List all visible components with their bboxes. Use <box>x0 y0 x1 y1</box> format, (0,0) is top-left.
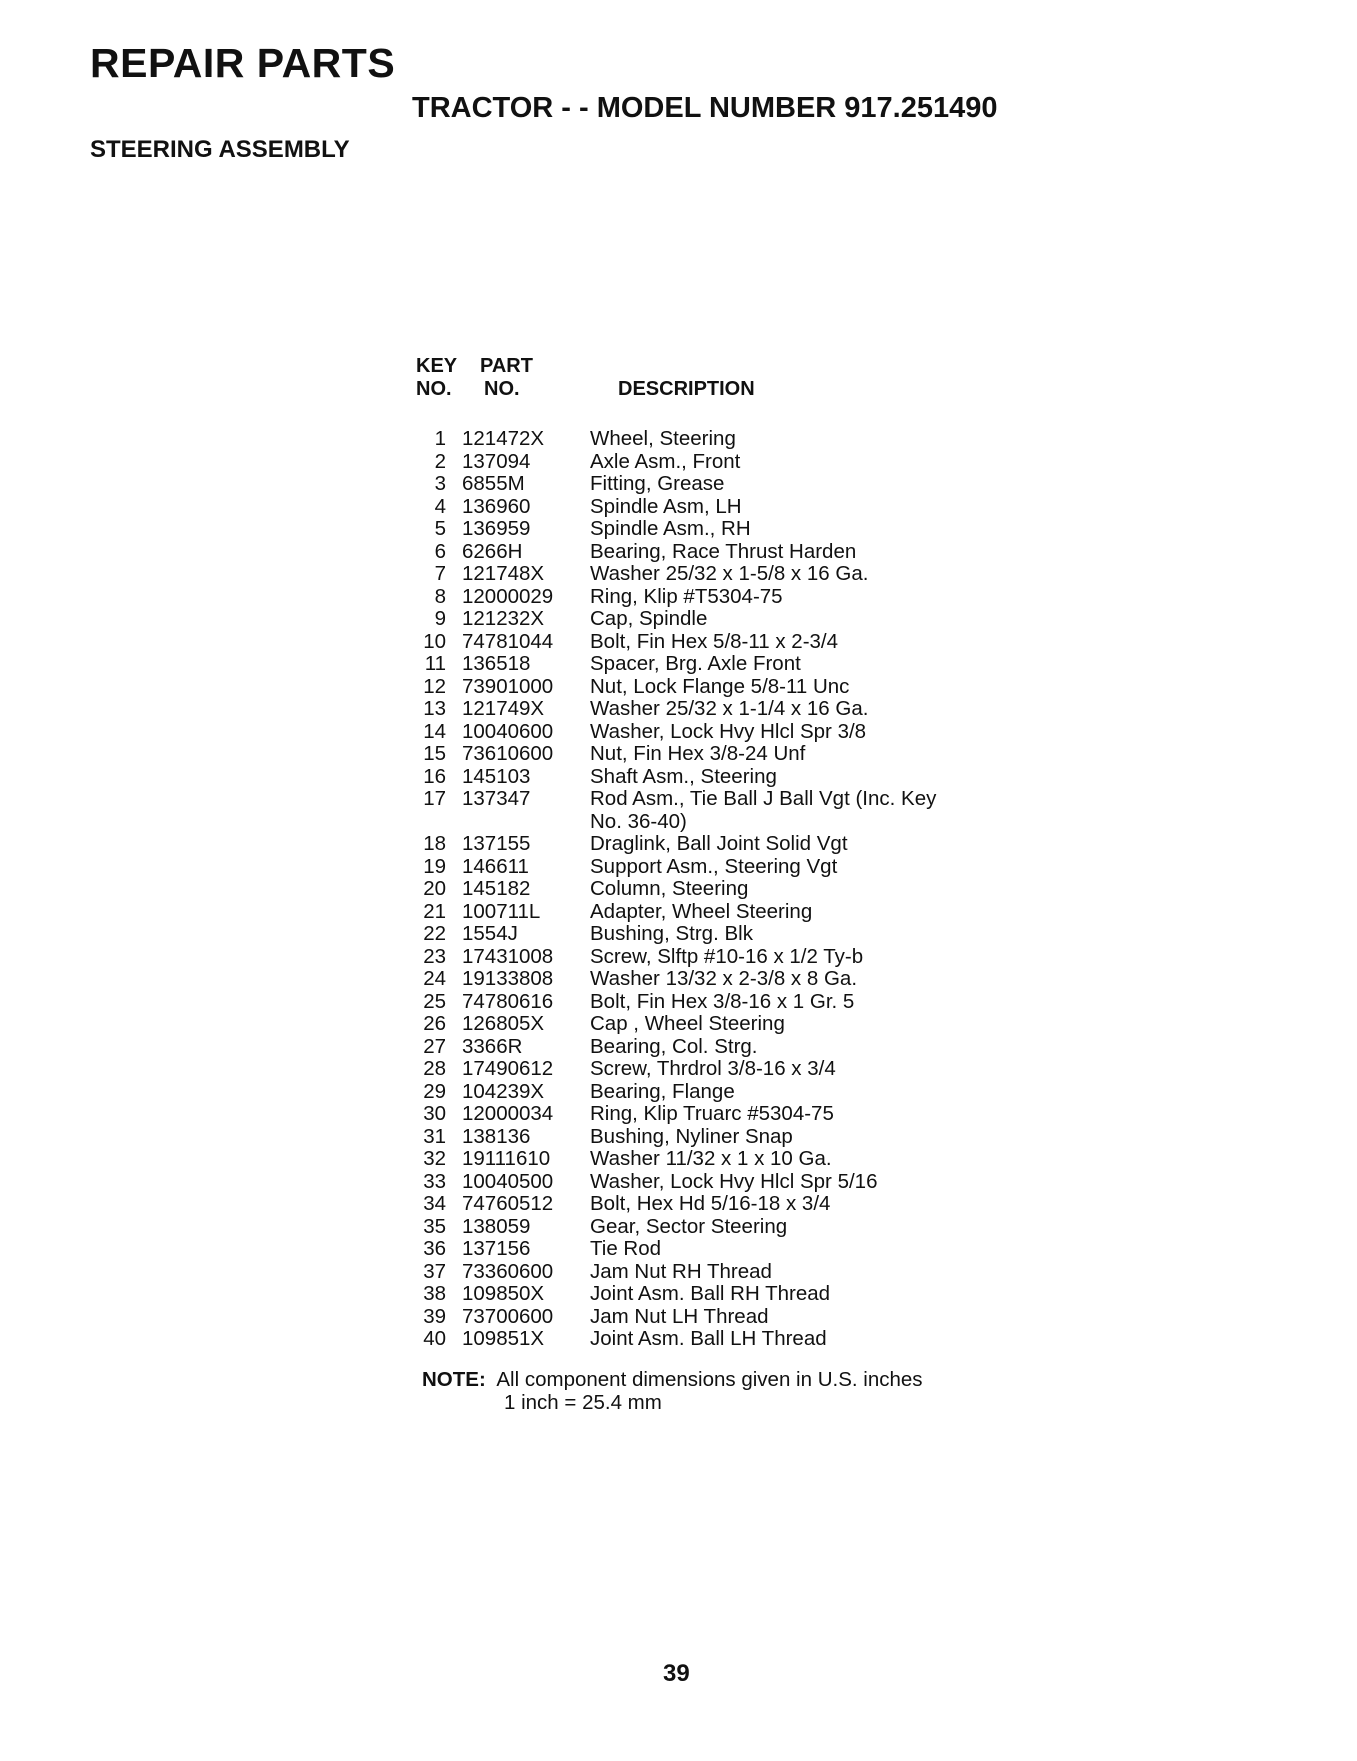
part-description: Washer 11/32 x 1 x 10 Ga. <box>590 1147 832 1170</box>
part-description: Bushing, Strg. Blk <box>590 922 753 945</box>
part-description: Washer 25/32 x 1-5/8 x 16 Ga. <box>590 562 869 585</box>
table-row <box>416 1036 1056 1059</box>
key-number: 2 <box>434 449 446 473</box>
part-number: 12000034 <box>462 1102 554 1125</box>
key-number: 1 <box>434 427 446 450</box>
part-description: Washer, Lock Hvy Hlcl Spr 5/16 <box>590 1169 878 1193</box>
part-number: 121232X <box>462 607 545 630</box>
key-number: 13 <box>423 697 446 720</box>
description-header: DESCRIPTION <box>618 378 755 400</box>
key-number: 6 <box>434 539 446 563</box>
part-description: Bearing, Flange <box>590 1079 735 1103</box>
part-number: 136518 <box>462 652 531 675</box>
table-row <box>416 1216 1056 1239</box>
table-row <box>416 1238 1056 1261</box>
table-row <box>416 856 1056 879</box>
part-description: Bushing, Nyliner Snap <box>590 1124 793 1148</box>
part-description: Bolt, Fin Hex 3/8-16 x 1 Gr. 5 <box>590 989 855 1013</box>
key-number: 10 <box>423 629 446 653</box>
part-number: 137094 <box>462 449 531 473</box>
part-description: Adapter, Wheel Steering <box>590 899 813 923</box>
key-number: 11 <box>424 652 446 675</box>
key-number: 9 <box>434 607 446 630</box>
part-number: 6266H <box>462 539 523 563</box>
key-number: 31 <box>423 1124 446 1148</box>
table-row <box>416 1058 1056 1081</box>
key-number: 29 <box>423 1079 446 1103</box>
key-number: 34 <box>423 1192 446 1215</box>
note <box>422 1368 923 1414</box>
table-row <box>416 1126 1056 1149</box>
part-number: 74760512 <box>462 1192 554 1215</box>
part-number: 73700600 <box>462 1304 554 1328</box>
key-number: 5 <box>434 517 446 540</box>
key-number: 15 <box>423 742 446 765</box>
part-number: 73901000 <box>462 674 554 698</box>
table-row <box>416 518 1056 541</box>
key-number: 12 <box>423 674 446 698</box>
table-row <box>416 1193 1056 1216</box>
part-number: 136959 <box>462 517 531 540</box>
part-description: Jam Nut RH Thread <box>590 1259 772 1283</box>
part-number: 12000029 <box>462 584 554 608</box>
note-line1: All component dimensions given in U.S. inches <box>496 1368 923 1391</box>
parts-list <box>416 428 1056 1351</box>
part-description: Support Asm., Steering Vgt <box>590 854 838 878</box>
page-number: 39 <box>663 1660 690 1687</box>
key-number: 40 <box>423 1327 446 1350</box>
part-number: 109851X <box>462 1327 545 1350</box>
part-number: 109850X <box>462 1282 545 1305</box>
part-number: 6855M <box>462 472 525 495</box>
part-description: Gear, Sector Steering <box>590 1214 788 1238</box>
part-number: 137155 <box>462 832 531 855</box>
key-number: 22 <box>423 922 446 945</box>
page-title: REPAIR PARTS <box>90 40 396 86</box>
table-row <box>416 608 1056 631</box>
table-row <box>416 1261 1056 1284</box>
part-description: Jam Nut LH Thread <box>590 1304 769 1328</box>
key-number: 32 <box>423 1147 446 1170</box>
table-row <box>416 1171 1056 1194</box>
part-description: Spindle Asm, LH <box>590 494 742 518</box>
part-number: 17490612 <box>462 1057 554 1080</box>
key-number: 18 <box>423 832 446 855</box>
key-number: 19 <box>423 854 446 878</box>
part-number: 19111610 <box>462 1147 551 1170</box>
part-description: Ring, Klip Truarc #5304-75 <box>590 1102 834 1125</box>
table-row <box>416 698 1056 721</box>
table-row <box>416 991 1056 1014</box>
table-row <box>416 901 1056 924</box>
part-number: 137347 <box>462 787 531 810</box>
table-row <box>416 1103 1056 1126</box>
part-number: 137156 <box>462 1237 531 1260</box>
key-number: 21 <box>423 899 446 923</box>
table-row <box>416 1148 1056 1171</box>
table-row <box>416 766 1056 789</box>
part-description: Washer, Lock Hvy Hlcl Spr 3/8 <box>590 719 867 743</box>
part-number: 10040600 <box>462 719 554 743</box>
section-heading: STEERING ASSEMBLY <box>90 136 350 163</box>
key-number: 33 <box>423 1169 446 1193</box>
table-row <box>416 586 1056 609</box>
table-row <box>416 1306 1056 1329</box>
table-row <box>416 541 1056 564</box>
part-description: Draglink, Ball Joint Solid Vgt <box>590 832 848 855</box>
part-number: 138136 <box>462 1124 531 1148</box>
part-number: 126805X <box>462 1012 545 1035</box>
part-description: Wheel, Steering <box>590 427 736 450</box>
part-description: Axle Asm., Front <box>590 449 741 473</box>
part-description: Joint Asm. Ball LH Thread <box>590 1327 827 1350</box>
table-row <box>416 878 1056 901</box>
key-number: 25 <box>423 989 446 1013</box>
key-number: 4 <box>434 494 446 518</box>
table-row <box>416 451 1056 474</box>
part-description: Tie Rod <box>590 1237 662 1260</box>
part-description: Washer 25/32 x 1-1/4 x 16 Ga. <box>590 697 869 720</box>
key-number: 28 <box>423 1057 446 1080</box>
part-description: Cap , Wheel Steering <box>590 1012 785 1035</box>
table-row <box>416 473 1056 496</box>
part-number: 74780616 <box>462 989 554 1013</box>
key-number: 16 <box>423 764 446 788</box>
part-description: Spindle Asm., RH <box>590 517 751 540</box>
key-number: 24 <box>423 967 446 990</box>
table-row <box>416 1013 1056 1036</box>
part-number: 145182 <box>462 877 531 900</box>
table-row <box>416 923 1056 946</box>
part-number: 10040500 <box>462 1169 554 1193</box>
part-description: Nut, Fin Hex 3/8-24 Unf <box>590 742 806 765</box>
note-line2: 1 inch = 25.4 mm <box>504 1391 662 1414</box>
key-number: 3 <box>434 472 446 495</box>
part-description: Bolt, Fin Hex 5/8-11 x 2-3/4 <box>590 629 839 653</box>
table-row <box>416 496 1056 519</box>
part-description: Nut, Lock Flange 5/8-11 Unc <box>590 674 850 698</box>
part-description: Ring, Klip #T5304-75 <box>590 584 783 608</box>
key-number: 37 <box>423 1259 446 1283</box>
table-row <box>416 833 1056 856</box>
part-number: 1554J <box>462 922 518 945</box>
table-row <box>416 788 1056 833</box>
table-row <box>416 631 1056 654</box>
key-number: 8 <box>434 584 446 608</box>
table-row <box>416 653 1056 676</box>
key-number: 26 <box>423 1012 446 1035</box>
part-number: 73610600 <box>462 742 554 765</box>
part-number: 121472X <box>462 427 545 450</box>
key-header-line1: KEY <box>416 355 458 377</box>
key-number: 36 <box>423 1237 446 1260</box>
part-number: 17431008 <box>462 944 554 968</box>
key-number: 14 <box>423 719 446 743</box>
part-number: 74781044 <box>462 629 554 653</box>
key-number: 7 <box>434 562 446 585</box>
part-description: Fitting, Grease <box>590 472 725 495</box>
key-number: 23 <box>423 944 446 968</box>
key-number: 20 <box>423 877 446 900</box>
part-description: Spacer, Brg. Axle Front <box>590 652 801 675</box>
table-row <box>416 946 1056 969</box>
key-number: 39 <box>423 1304 446 1328</box>
part-description: Bearing, Col. Strg. <box>590 1034 758 1058</box>
table-row <box>416 1081 1056 1104</box>
part-number: 138059 <box>462 1214 531 1238</box>
part-number: 100711L <box>462 899 541 923</box>
part-header-line2: NO. <box>484 378 520 400</box>
table-row <box>416 968 1056 991</box>
part-description: Bolt, Hex Hd 5/16-18 x 3/4 <box>590 1192 831 1215</box>
table-row <box>416 1328 1056 1351</box>
model-heading: TRACTOR - - MODEL NUMBER 917.251490 <box>412 92 998 124</box>
part-number: 3366R <box>462 1034 523 1058</box>
key-number: 27 <box>423 1034 446 1058</box>
key-number: 35 <box>423 1214 446 1238</box>
part-description: Washer 13/32 x 2-3/8 x 8 Ga. <box>590 967 858 990</box>
table-row <box>416 676 1056 699</box>
part-number: 136960 <box>462 494 531 518</box>
note-label: NOTE: <box>422 1368 486 1391</box>
table-row <box>416 563 1056 586</box>
table-row <box>416 1283 1056 1306</box>
part-description: Screw, Slftp #10-16 x 1/2 Ty-b <box>590 944 864 968</box>
part-description: Screw, Thrdrol 3/8-16 x 3/4 <box>590 1057 836 1080</box>
key-number: 17 <box>423 787 446 810</box>
part-number: 19133808 <box>462 967 554 990</box>
part-description: Shaft Asm., Steering <box>590 764 777 788</box>
part-number: 146611 <box>462 854 529 878</box>
part-description: Column, Steering <box>590 877 749 900</box>
part-description: Joint Asm. Ball RH Thread <box>590 1282 831 1305</box>
table-row <box>416 743 1056 766</box>
part-number: 104239X <box>462 1079 545 1103</box>
part-description: Bearing, Race Thrust Harden <box>590 539 857 563</box>
part-number: 121749X <box>462 697 545 720</box>
part-number: 121748X <box>462 562 545 585</box>
part-description: Cap, Spindle <box>590 607 708 630</box>
part-description: Rod Asm., Tie Ball J Ball Vgt (Inc. Key No. 36-40) <box>590 787 937 833</box>
part-number: 73360600 <box>462 1259 554 1283</box>
table-row <box>416 428 1056 451</box>
key-header-line2: NO. <box>416 378 452 400</box>
key-number: 38 <box>423 1282 446 1305</box>
key-number: 30 <box>423 1102 446 1125</box>
part-header-line1: PART <box>480 355 533 377</box>
part-number: 145103 <box>462 764 531 788</box>
table-row <box>416 721 1056 744</box>
